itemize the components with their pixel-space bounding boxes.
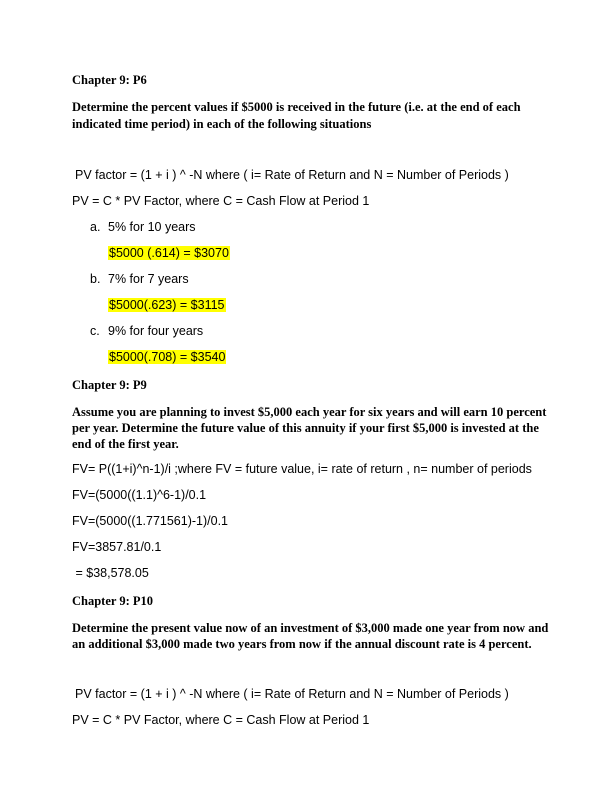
p6-item-a-answer-row: [108, 245, 230, 261]
p6-item-c: [90, 323, 203, 339]
p9-result: = $38,578.05: [72, 566, 149, 580]
p9-step-3: FV=3857.81/0.1: [72, 540, 162, 554]
p9-fv-formula: FV= P((1+i)^n-1)/i ;where FV = future value, i= rate of return , n= number of periods: [72, 462, 532, 476]
p9-step-2: FV=(5000((1.771561)-1)/0.1: [72, 514, 228, 528]
p6-item-b-label: 7% for 7 years: [108, 272, 189, 286]
p6-item-a-marker: a.: [90, 220, 101, 234]
p10-pv-formula: PV = C * PV Factor, where C = Cash Flow at Period 1: [72, 713, 370, 727]
p10-heading: Chapter 9: P10: [72, 594, 154, 608]
p6-item-a-label: 5% for 10 years: [108, 220, 196, 234]
p9-heading: Chapter 9: P9: [72, 378, 147, 392]
p10-question-line-2: an additional $3,000 made two years from now if the annual discount rate is 4 percent.: [72, 637, 532, 651]
p6-item-c-answer-row: [108, 349, 226, 365]
p9-question-line-1: Assume you are planning to invest $5,000 each year for six years and will earn 10 percent: [72, 405, 547, 419]
p6-item-c-marker: c.: [90, 324, 100, 338]
p6-heading: Chapter 9: P6: [72, 73, 147, 87]
p6-item-b: [90, 271, 189, 287]
p6-item-c-answer: $5000(.708) = $3540: [109, 350, 226, 364]
p6-pv-factor-formula: PV factor = (1 + i ) ^ -N where ( i= Rate of Return and N = Number of Periods ): [75, 168, 509, 182]
p9-question-line-3: end of the first year.: [72, 437, 179, 451]
p6-question-line-1: Determine the percent values if $5000 is received in the future (i.e. at the end of each: [72, 100, 521, 114]
p6-item-c-label: 9% for four years: [108, 324, 204, 338]
p6-item-a: [90, 219, 196, 235]
p6-pv-formula: PV = C * PV Factor, where C = Cash Flow at Period 1: [72, 194, 370, 208]
p6-item-b-marker: b.: [90, 272, 101, 286]
p10-question-line-1: Determine the present value now of an investment of $3,000 made one year from now and: [72, 621, 549, 635]
p9-step-1: FV=(5000((1.1)^6-1)/0.1: [72, 488, 207, 502]
p10-pv-factor-formula: PV factor = (1 + i ) ^ -N where ( i= Rate of Return and N = Number of Periods ): [75, 687, 509, 701]
p6-item-b-answer: $5000(.623) = $3115: [109, 298, 225, 312]
p6-item-b-answer-row: [108, 297, 226, 313]
p6-item-a-answer: $5000 (.614) = $3070: [109, 246, 229, 260]
p9-question-line-2: per year. Determine the future value of this annuity if your first $5,000 is invested at the: [72, 421, 539, 435]
p6-question-line-2: indicated time period) in each of the following situations: [72, 117, 372, 131]
